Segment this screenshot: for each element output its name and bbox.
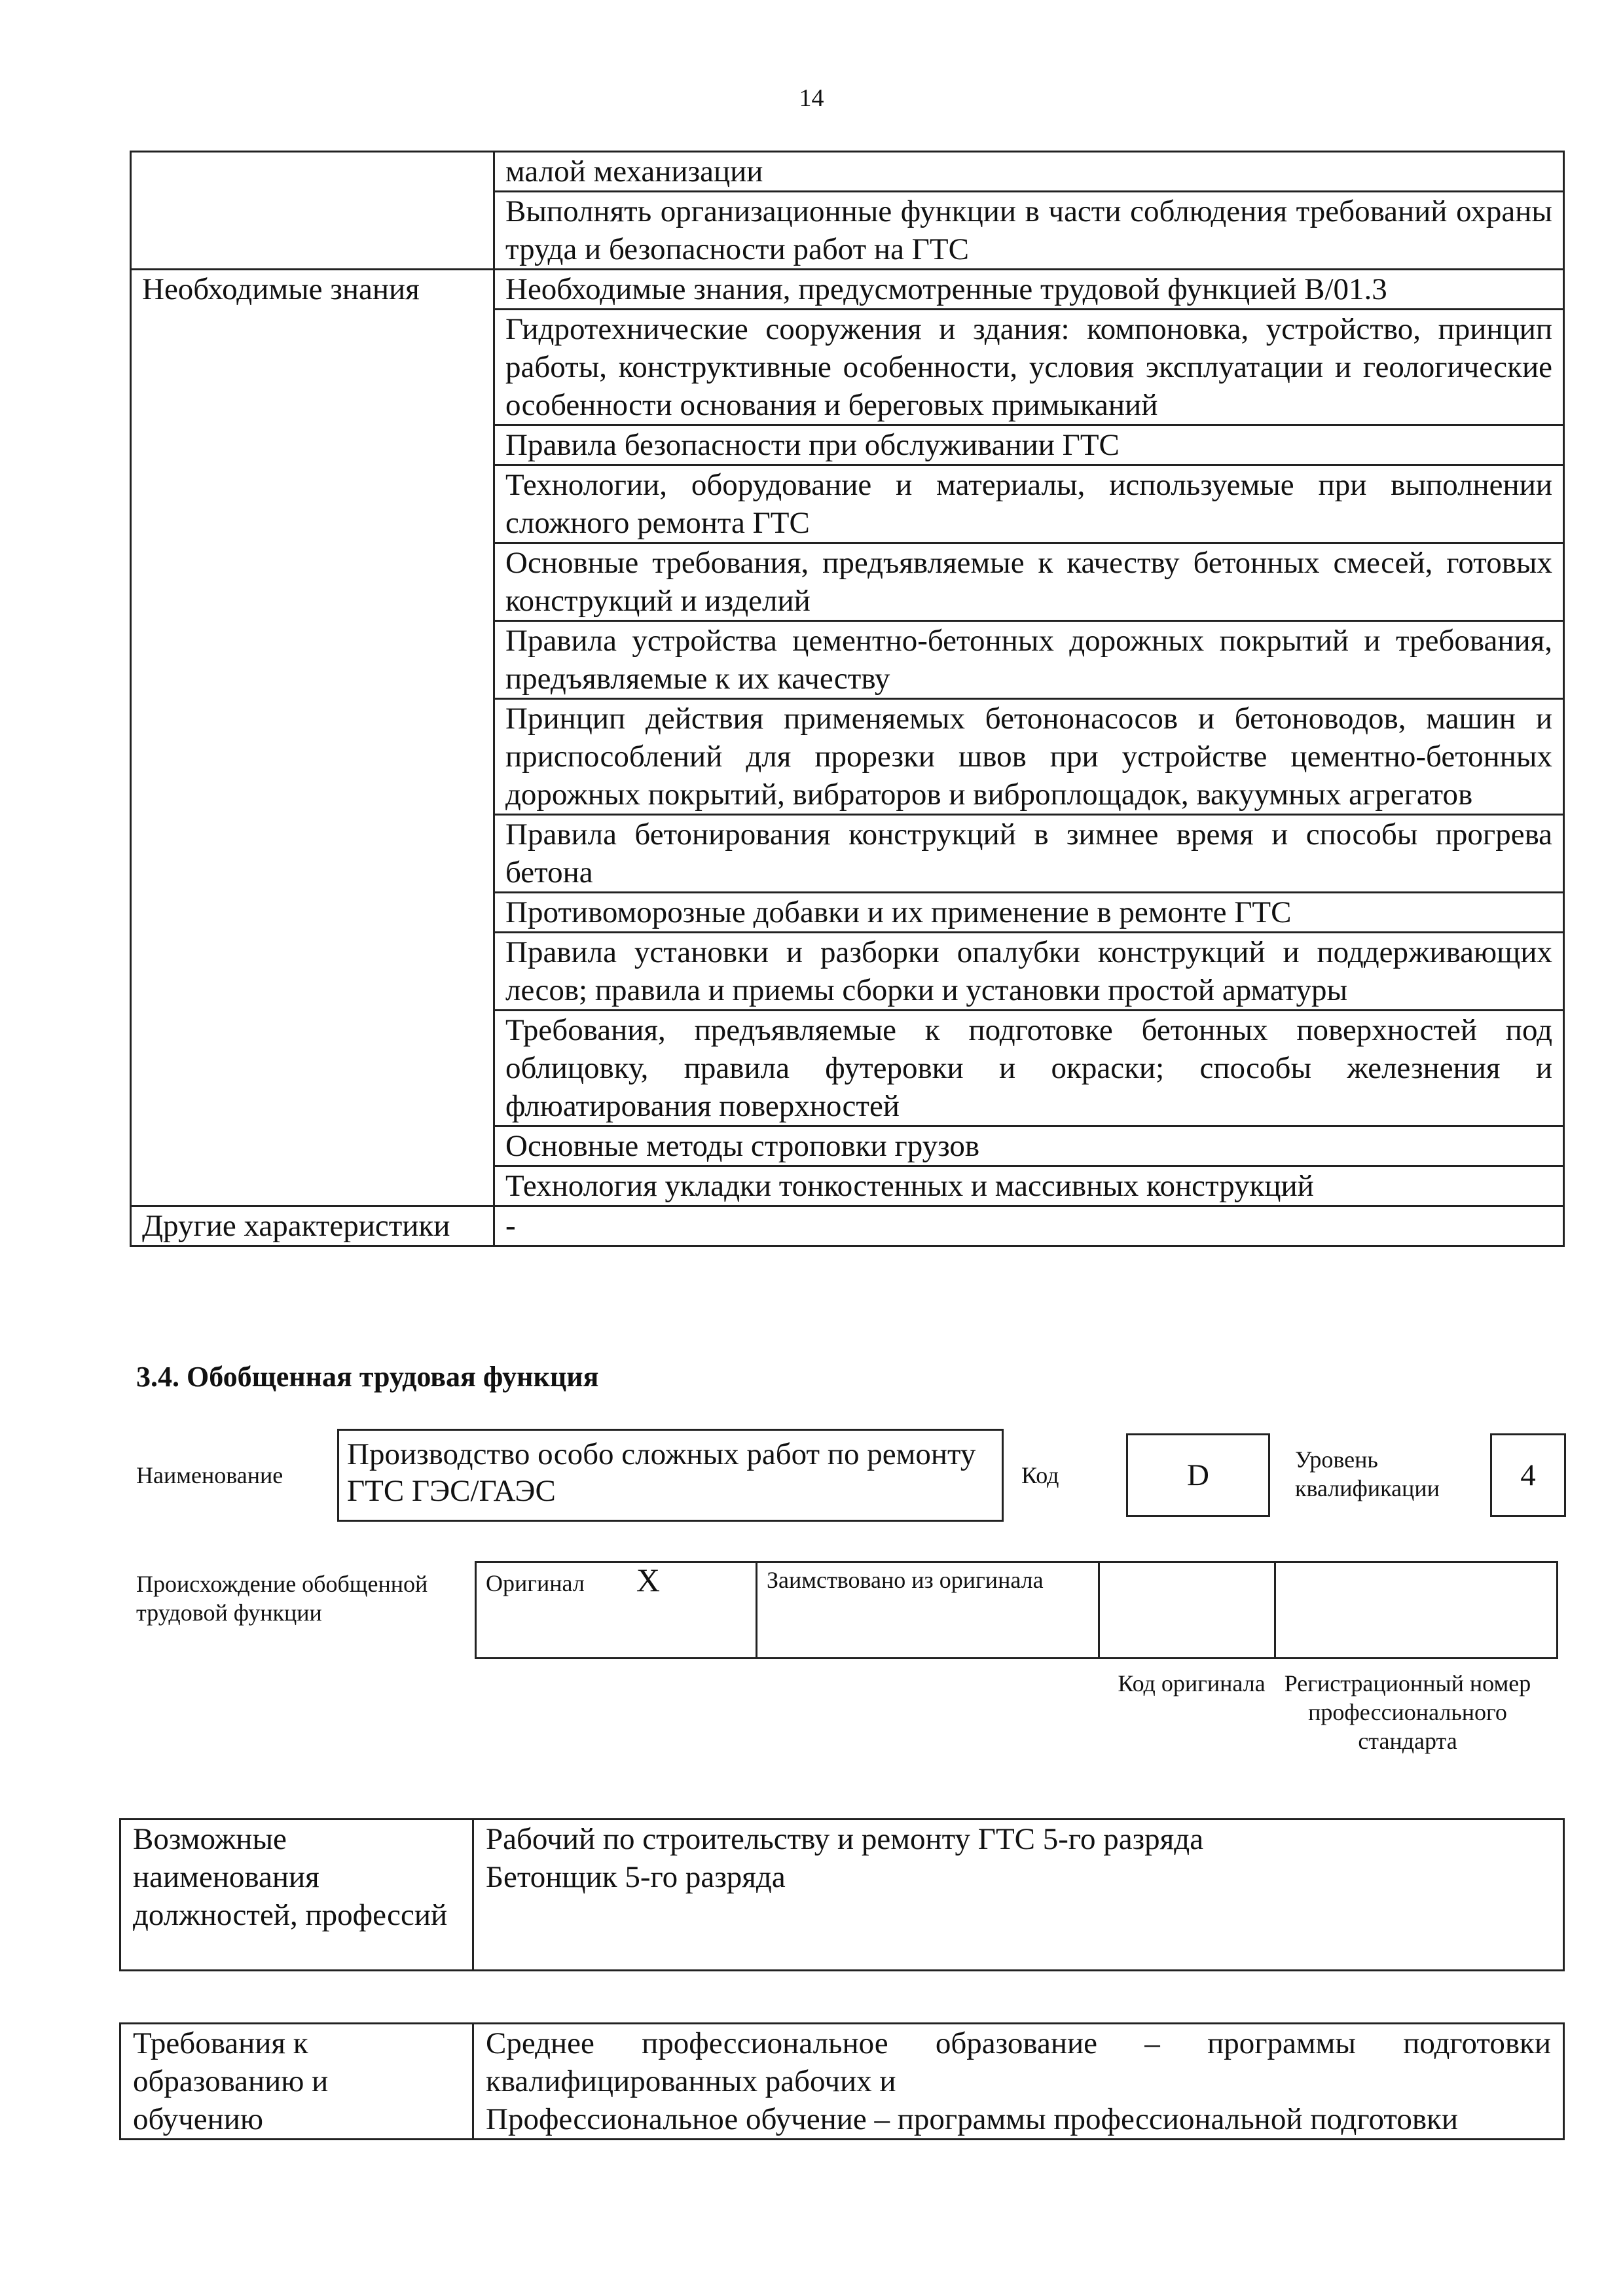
table-row <box>120 1820 1564 1971</box>
table-cell: Основные методы строповки грузов <box>494 1126 1564 1166</box>
education-label: Требования к образованию и обучению <box>120 2024 473 2140</box>
table-cell: Выполнять организационные функции в части соблюдения требований охраны труда и безопасности работ на ГТС <box>494 192 1564 270</box>
origin-original-mark: X <box>636 1562 660 1598</box>
row-label-other: Другие характеристики <box>131 1206 494 1246</box>
table-cell: Правила устройства цементно-бетонных дорожных покрытий и требования, предъявляемые к их качеству <box>494 621 1564 699</box>
gtf-name-label: Наименование <box>136 1462 283 1488</box>
gtf-code-value: D <box>1126 1433 1270 1517</box>
table-cell: Правила бетонирования конструкций в зимнее время и способы прогрева бетона <box>494 815 1564 893</box>
table-cell: Гидротехнические сооружения и здания: компоновка, устройство, принцип работы, конструктивные особенности, условия эксплуатации и геологические особенности основания и береговых примыканий <box>494 310 1564 425</box>
table-row <box>131 1206 1564 1246</box>
table-cell: Правила установки и разборки опалубки конструкций и поддерживающих лесов; правила и приемы сборки и установки простой арматуры <box>494 933 1564 1011</box>
page-number: 14 <box>799 84 824 112</box>
table-row <box>131 152 1564 192</box>
table-cell: Технологии, оборудование и материалы, используемые при выполнении сложного ремонта ГТС <box>494 465 1564 543</box>
education-value-cell <box>473 2024 1564 2140</box>
gtf-level-value: 4 <box>1490 1433 1566 1517</box>
positions-item: Рабочий по строительству и ремонту ГТС 5-го разряда <box>486 1822 1204 1856</box>
row-label-knowledge: Необходимые знания <box>131 270 494 1206</box>
section-title: 3.4. Обобщенная трудовая функция <box>136 1361 599 1393</box>
origin-code-cell <box>1099 1562 1275 1659</box>
origin-table <box>475 1561 1558 1659</box>
row-label <box>131 152 494 270</box>
table-cell: Правила безопасности при обслуживании ГТС <box>494 425 1564 465</box>
positions-item: Бетонщик 5-го разряда <box>486 1860 786 1894</box>
origin-label: Происхождение обобщенной трудовой функции <box>136 1571 428 1626</box>
table-row <box>120 2024 1564 2140</box>
positions-table <box>119 1818 1565 1971</box>
origin-reg-caption: Регистрационный номер профессионального стандарта <box>1284 1670 1531 1754</box>
table-row <box>476 1562 1558 1659</box>
positions-value-cell <box>473 1820 1564 1971</box>
table-cell: Принцип действия применяемых бетононасосов и бетоноводов, машин и приспособлений для прорезки швов при устройстве цементно-бетонных дорожных покрытий, вибраторов и виброплощадок, вакуумных агрегатов <box>494 699 1564 815</box>
table-cell: Противоморозные добавки и их применение в ремонте ГТС <box>494 893 1564 933</box>
origin-reg-number-cell <box>1275 1562 1558 1659</box>
table-row <box>131 270 1564 310</box>
origin-borrowed-cell: Заимствовано из оригинала <box>757 1562 1099 1659</box>
education-item: Среднее профессиональное образование – программы подготовки квалифицированных рабочих и <box>486 2026 1551 2098</box>
origin-original-label: Оригинал <box>486 1570 585 1596</box>
table-cell: Основные требования, предъявляемые к качеству бетонных смесей, готовых конструкций и изделий <box>494 543 1564 621</box>
table-cell: - <box>494 1206 1564 1246</box>
table-cell: малой механизации <box>494 152 1564 192</box>
knowledge-table <box>130 151 1565 1247</box>
origin-original-cell <box>476 1562 757 1659</box>
education-table <box>119 2022 1565 2140</box>
gtf-code-label: Код <box>1021 1462 1059 1488</box>
gtf-name-value: Производство особо сложных работ по ремонту ГТС ГЭС/ГАЭС <box>337 1429 1004 1522</box>
gtf-level-label: Уровень квалификации <box>1295 1446 1440 1501</box>
positions-label: Возможные наименования должностей, профессий <box>120 1820 473 1971</box>
table-cell: Технология укладки тонкостенных и массивных конструкций <box>494 1166 1564 1206</box>
education-item: Профессиональное обучение – программы профессиональной подготовки <box>486 2102 1459 2136</box>
table-cell: Необходимые знания, предусмотренные трудовой функцией B/01.3 <box>494 270 1564 310</box>
origin-code-caption: Код оригинала <box>1118 1670 1266 1696</box>
table-cell: Требования, предъявляемые к подготовке бетонных поверхностей под облицовку, правила футеровки и окраски; способы железнения и флюатирования поверхностей <box>494 1011 1564 1126</box>
